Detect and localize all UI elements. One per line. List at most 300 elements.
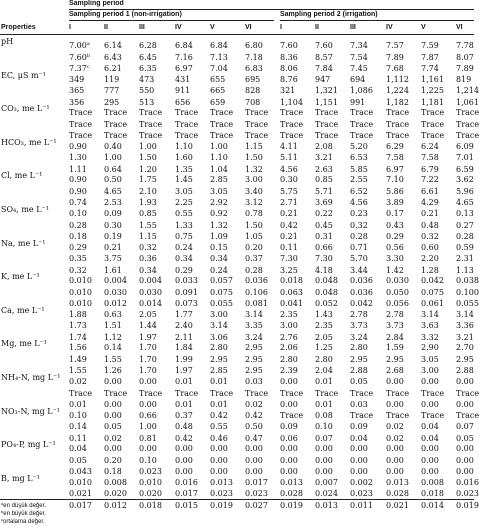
column-header: III — [139, 24, 145, 31]
table-cell — [456, 41, 474, 51]
footnote-marker: b — [1, 509, 4, 514]
table-cell — [69, 366, 87, 376]
table-cell — [421, 478, 444, 488]
table-cell — [421, 187, 439, 197]
cell-value: 1.88 — [69, 309, 87, 319]
cell-value: 694 — [350, 74, 366, 84]
cell-value: 0.036 — [350, 287, 373, 297]
table-cell — [245, 142, 263, 152]
table-cell — [69, 411, 87, 421]
table-cell — [386, 108, 409, 118]
table-cell — [210, 343, 228, 353]
table-cell — [104, 310, 122, 320]
cell-value: 7.30 — [315, 254, 333, 264]
cell-value: 2.05 — [139, 309, 157, 319]
cell-value: 7.78 — [456, 41, 474, 50]
table-cell — [456, 108, 479, 118]
table-cell — [456, 187, 474, 197]
cell-value: 0.014 — [139, 299, 162, 309]
cell-value: 0.00 — [350, 467, 368, 477]
cell-value: 3.73 — [350, 321, 368, 331]
table-cell — [315, 355, 333, 365]
table-cell — [175, 501, 198, 511]
cell-value: Trace — [386, 131, 410, 141]
cell-value: Trace — [456, 131, 479, 141]
table-cell — [315, 310, 333, 320]
table-cell — [386, 456, 404, 466]
cell-value: 0.014 — [421, 500, 444, 510]
cell-value: 1.30 — [69, 153, 87, 163]
cell-value: 0.02 — [104, 433, 122, 443]
table-cell — [210, 434, 228, 444]
cell-value: Trace — [280, 131, 304, 141]
table-cell — [315, 209, 333, 219]
table-cell — [315, 343, 333, 353]
table-cell — [175, 456, 193, 466]
table-cell — [175, 131, 198, 141]
cell-value: 1.05 — [245, 232, 263, 241]
cell-value: 2.95 — [350, 354, 368, 364]
table-cell — [69, 131, 92, 141]
cell-value: 0.028 — [386, 489, 409, 499]
cell-value: 0.42 — [175, 433, 193, 443]
cell-value: 3.30 — [386, 254, 404, 264]
table-cell — [245, 165, 263, 175]
table-cell — [210, 389, 233, 399]
cell-value: 0.66 — [315, 242, 333, 252]
table-cell — [104, 64, 122, 74]
table-cell — [350, 434, 368, 444]
table-cell — [175, 355, 193, 365]
table-cell — [104, 422, 122, 432]
cell-value: 0.11 — [69, 433, 87, 443]
cell-value: 0.00 — [104, 400, 122, 409]
table-cell — [280, 333, 298, 343]
cell-value: 0.04 — [421, 433, 439, 443]
table-cell — [210, 355, 228, 365]
cell-value: 7.89 — [456, 64, 474, 73]
table-cell — [350, 366, 368, 376]
table-cell — [69, 266, 87, 276]
table-cell — [139, 456, 157, 466]
table-cell — [139, 41, 157, 51]
table-cell — [139, 108, 162, 118]
cell-value: 0.21 — [280, 209, 298, 218]
cell-value: 0.01 — [175, 400, 193, 409]
table-cell — [280, 343, 298, 353]
table-cell — [386, 75, 409, 85]
table-cell — [421, 209, 439, 219]
cell-value: 2.78 — [350, 309, 368, 319]
cell-value: Trace — [386, 388, 410, 398]
cell-value: 1.70 — [139, 366, 157, 376]
table-cell — [104, 142, 122, 152]
cell-value: 0.60 — [421, 242, 439, 252]
table-cell — [245, 422, 263, 432]
cell-value: 8.07 — [456, 52, 474, 62]
cell-value: 2.95 — [210, 354, 228, 364]
cell-value: 0.28 — [456, 232, 474, 241]
table-cell — [315, 120, 338, 130]
table-cell — [421, 98, 444, 108]
table-cell — [245, 75, 260, 85]
cell-value: Trace — [104, 108, 128, 118]
cell-value: 0.00 — [421, 400, 439, 409]
table-cell — [386, 232, 404, 242]
cell-value: 6.29 — [386, 141, 404, 151]
table-cell — [456, 422, 474, 432]
table-cell — [280, 243, 298, 253]
table-cell — [210, 310, 228, 320]
table-cell — [139, 489, 162, 499]
table-cell — [175, 120, 198, 130]
cell-value: 0.019 — [456, 500, 479, 510]
cell-value: 1.51 — [104, 321, 122, 331]
cell-value: Trace — [350, 108, 374, 118]
table-cell — [456, 389, 479, 399]
cell-value: 0.27 — [456, 220, 474, 230]
cell-value: 0.052 — [315, 299, 338, 309]
table-cell — [421, 142, 439, 152]
cell-value: Trace — [386, 119, 410, 129]
cell-value: 1.70 — [139, 354, 157, 364]
table-cell — [421, 389, 444, 399]
table-cell — [104, 75, 119, 85]
table-cell — [104, 456, 122, 466]
cell-value: 7.74 — [421, 64, 439, 73]
table-cell — [245, 288, 268, 298]
cell-value: Trace — [421, 410, 445, 420]
cell-value: Trace — [421, 388, 445, 398]
table-cell — [210, 276, 233, 286]
table-cell — [210, 377, 228, 387]
cell-value: 0.00 — [280, 400, 298, 409]
cell-value: 1,104 — [280, 97, 303, 107]
cell-value: 295 — [104, 97, 120, 107]
cell-value: 2.10 — [139, 186, 157, 196]
cell-value: Trace — [456, 410, 479, 420]
table-cell — [245, 321, 263, 331]
cell-value: 7.60 — [280, 41, 298, 50]
table-cell — [315, 64, 333, 74]
header-properties: Properties — [1, 24, 36, 31]
cell-value: 6.09 — [456, 141, 474, 151]
table-cell — [175, 198, 193, 208]
cell-value: 0.00 — [456, 455, 474, 465]
cell-value: Trace — [245, 108, 269, 118]
cell-value: 0.023 — [139, 467, 162, 477]
cell-value: 0.00 — [139, 400, 157, 409]
cell-value: 0.02 — [245, 400, 263, 409]
cell-value: Trace — [456, 108, 479, 118]
cell-value: 0.01 — [69, 400, 87, 409]
cell-value: 2.95 — [456, 354, 474, 364]
table-cell — [210, 400, 228, 410]
table-cell — [315, 108, 338, 118]
cell-value: 3.00 — [280, 321, 298, 331]
cell-value: Trace — [350, 388, 374, 398]
table-cell — [386, 366, 404, 376]
cell-value: Trace — [210, 108, 234, 118]
cell-value: 695 — [245, 74, 261, 84]
table-cell — [69, 64, 90, 74]
table-cell — [421, 232, 439, 242]
cell-value: 0.34 — [139, 265, 157, 275]
cell-value: 0.021 — [386, 500, 409, 510]
cell-value: 2.55 — [350, 175, 368, 185]
table-cell — [104, 108, 127, 118]
cell-value: 0.00 — [245, 467, 263, 477]
table-cell — [456, 288, 479, 298]
table-cell — [104, 333, 122, 343]
table-cell — [280, 86, 295, 96]
cell-value: 3.14 — [421, 309, 439, 319]
table-cell — [139, 411, 157, 421]
table-cell — [315, 444, 333, 454]
cell-value: 0.004 — [104, 276, 127, 286]
cell-value: 1.00 — [139, 422, 157, 432]
table-cell — [421, 400, 439, 410]
table-cell — [315, 243, 333, 253]
table-cell — [69, 389, 92, 399]
table-cell — [104, 355, 122, 365]
table-cell — [421, 355, 439, 365]
cell-value: 0.091 — [175, 287, 198, 297]
cell-value: 3.14 — [245, 309, 263, 319]
table-cell — [315, 434, 333, 444]
cell-value: 0.56 — [386, 242, 404, 252]
cell-value: 0.46 — [210, 433, 228, 443]
cell-value: 0.002 — [350, 477, 373, 487]
table-cell — [69, 153, 87, 163]
table-cell — [69, 254, 87, 264]
cell-value: 0.48 — [175, 422, 193, 432]
cell-value: 0.008 — [104, 477, 127, 487]
table-cell — [69, 478, 92, 488]
table-cell — [210, 232, 228, 242]
table-cell — [175, 489, 198, 499]
cell-value: 0.00 — [350, 444, 368, 454]
table-cell — [350, 456, 368, 466]
header-period-1: Sampling period 1 (non-irrigation) — [69, 11, 182, 18]
footnote-marker: c — [1, 517, 3, 522]
table-cell — [69, 221, 87, 231]
table-cell — [350, 64, 368, 74]
cell-value: Trace — [350, 119, 374, 129]
cell-value: 0.00 — [139, 444, 157, 454]
cell-value: 7.60 — [69, 52, 87, 62]
cell-value: 6.61 — [421, 186, 439, 196]
table-cell — [139, 310, 157, 320]
cell-value: 2.08 — [315, 141, 333, 151]
row-label: PO₄-P, mg L⁻¹ — [1, 440, 56, 450]
table-cell — [280, 299, 303, 309]
cell-value: 3.63 — [421, 321, 439, 331]
table-cell — [315, 366, 333, 376]
cell-value: 0.041 — [280, 299, 303, 309]
table-cell — [210, 41, 228, 51]
cell-value: 0.24 — [175, 242, 193, 252]
cell-value: Trace — [421, 108, 445, 118]
table-cell — [175, 333, 193, 343]
footnote-text: en büyük değer. — [3, 511, 46, 517]
table-cell — [104, 400, 122, 410]
cell-value: Trace — [210, 131, 234, 141]
table-cell — [386, 411, 409, 421]
cell-value: Trace — [456, 119, 479, 129]
cell-value: Trace — [421, 131, 445, 141]
table-cell — [315, 75, 330, 85]
cell-value: 6.59 — [456, 164, 474, 174]
table-cell — [386, 489, 409, 499]
table-cell — [421, 321, 439, 331]
cell-value: 2.85 — [210, 366, 228, 376]
cell-value: 1,161 — [421, 74, 444, 84]
cell-value: 656 — [175, 97, 191, 107]
cell-value: 4.65 — [456, 198, 474, 208]
table-cell — [386, 444, 404, 454]
table-cell — [386, 53, 404, 63]
table-cell — [456, 254, 474, 264]
cell-value: 0.042 — [350, 299, 373, 309]
cell-value: 3.00 — [210, 309, 228, 319]
cell-value: 0.00 — [456, 467, 474, 477]
cell-value: 0.09 — [104, 209, 122, 218]
cell-value: 5.71 — [315, 186, 333, 196]
cell-value: 473 — [139, 74, 155, 84]
table-cell — [69, 41, 90, 51]
table-cell — [315, 254, 333, 264]
cell-value: 1.09 — [210, 232, 228, 241]
cell-value: 3.75 — [104, 254, 122, 264]
table-cell — [175, 266, 193, 276]
table-cell — [386, 266, 404, 276]
table-cell — [280, 355, 298, 365]
footnote-marker: a — [1, 501, 4, 506]
table-cell — [245, 198, 263, 208]
cell-value: 7.60 — [315, 41, 333, 50]
cell-value: 1.61 — [104, 265, 122, 275]
table-cell — [210, 288, 233, 298]
table-cell — [69, 187, 87, 197]
table-cell — [315, 389, 338, 399]
cell-value: 0.036 — [245, 276, 268, 286]
table-cell — [139, 221, 157, 231]
table-cell — [386, 288, 409, 298]
cell-value: 1.49 — [69, 354, 87, 364]
table-cell — [315, 86, 338, 96]
cell-value: 7.45 — [350, 64, 368, 73]
cell-value: 7.34 — [350, 41, 368, 50]
table-cell — [456, 478, 479, 488]
table-cell — [421, 165, 439, 175]
table-cell — [350, 131, 373, 141]
cell-value: 6.84 — [210, 41, 228, 50]
table-cell — [350, 232, 368, 242]
table-cell — [245, 266, 263, 276]
cell-value: 0.01 — [210, 377, 228, 386]
cell-value: 1,181 — [421, 97, 444, 107]
table-cell — [456, 198, 474, 208]
cell-value: 0.018 — [139, 500, 162, 510]
cell-value: 3.69 — [315, 198, 333, 208]
table-cell — [280, 53, 298, 63]
cell-value: 0.01 — [315, 377, 333, 386]
cell-value: 1.10 — [210, 153, 228, 163]
table-cell — [139, 288, 162, 298]
table-cell — [69, 198, 87, 208]
cell-value: 0.42 — [280, 220, 298, 230]
cell-value: Trace — [245, 119, 269, 129]
cell-value: 0.00 — [386, 400, 404, 409]
cell-value: 7.68 — [386, 64, 404, 73]
cell-value: 0.01 — [210, 400, 228, 409]
cell-value: 0.00 — [104, 444, 122, 454]
cell-value: 0.22 — [315, 209, 333, 218]
table-cell — [421, 489, 444, 499]
table-cell — [210, 456, 228, 466]
cell-value: 0.030 — [104, 287, 127, 297]
cell-value: 0.004 — [139, 276, 162, 286]
cell-value: 0.90 — [69, 141, 87, 151]
table-cell — [386, 321, 404, 331]
cell-value: Trace — [69, 108, 93, 118]
cell-value: 1.15 — [245, 141, 263, 151]
table-cell — [245, 333, 263, 343]
table-cell — [280, 377, 298, 387]
cell-value: 0.00 — [139, 377, 157, 386]
cell-value: 7.37 — [69, 64, 87, 73]
cell-value: Trace — [175, 108, 199, 118]
table-cell — [456, 411, 479, 421]
table-cell — [456, 377, 474, 387]
table-cell — [69, 98, 84, 108]
cell-value: 0.66 — [139, 410, 157, 420]
table-cell — [315, 187, 333, 197]
table-cell — [69, 75, 84, 85]
table-cell — [104, 53, 122, 63]
table-cell — [139, 165, 157, 175]
table-cell — [245, 53, 263, 63]
cell-value: 7.30 — [280, 254, 298, 264]
cell-value: 1.33 — [175, 220, 193, 230]
table-cell — [210, 64, 228, 74]
table-cell — [456, 75, 471, 85]
table-cell — [245, 467, 263, 477]
cell-value: Trace — [139, 119, 163, 129]
table-cell — [350, 175, 368, 185]
cell-value: 3.40 — [245, 186, 263, 196]
cell-value: 1.55 — [139, 220, 157, 230]
table-cell — [69, 333, 87, 343]
cell-value: 0.10 — [139, 455, 157, 465]
cell-value: 1.70 — [139, 343, 157, 353]
table-cell — [69, 501, 92, 511]
footnote — [1, 519, 45, 526]
column-header: VI — [245, 24, 252, 31]
cell-value: 1,182 — [386, 97, 409, 107]
row-label: pH — [1, 37, 14, 46]
cell-value: 0.075 — [421, 287, 444, 297]
table-cell — [139, 434, 157, 444]
table-cell — [386, 131, 409, 141]
cell-value: 7.59 — [421, 41, 439, 50]
table-cell — [315, 321, 333, 331]
cell-value: 0.038 — [456, 276, 479, 286]
cell-value: 0.04 — [350, 433, 368, 443]
table-cell — [69, 444, 87, 454]
cell-value: Trace — [315, 108, 339, 118]
